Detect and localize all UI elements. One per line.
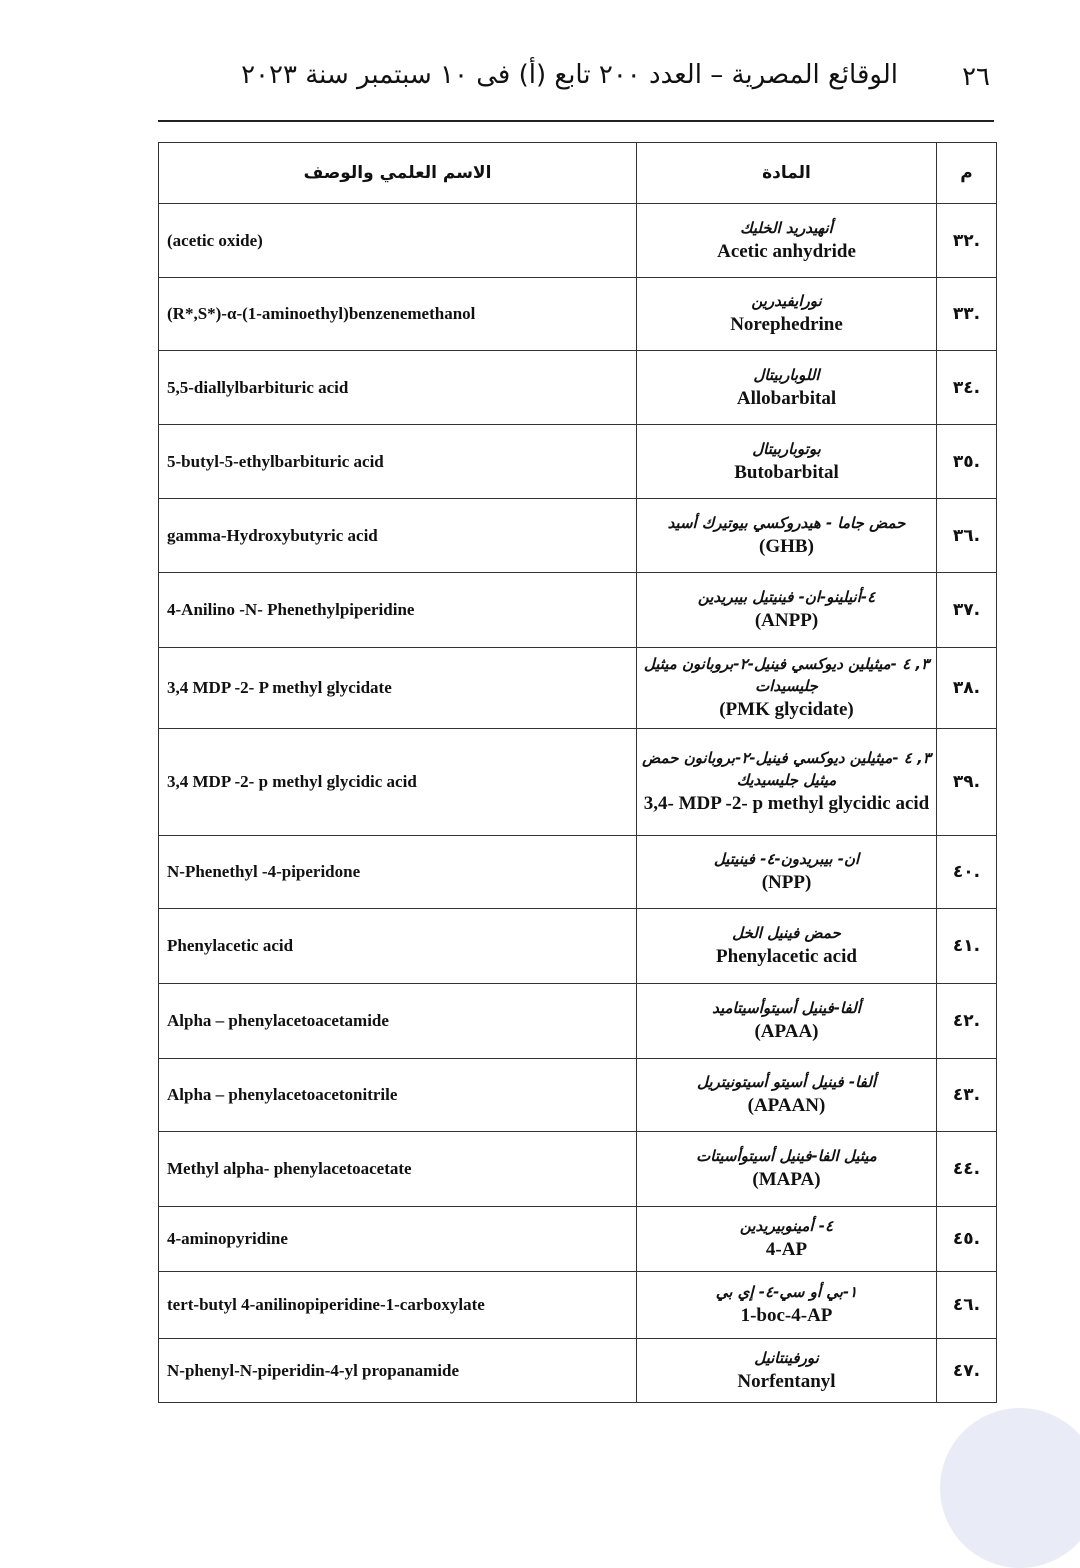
table-row <box>159 278 997 351</box>
substance-cell <box>637 1207 937 1272</box>
row-index: .٤١ <box>937 909 997 984</box>
substance-arabic-name: بوتوباربيتال <box>752 439 821 458</box>
substance-english-name: (GHB) <box>759 535 814 557</box>
substance-cell <box>637 425 937 499</box>
row-index: .٣٥ <box>937 425 997 499</box>
scientific-name-cell: N-phenyl-N-piperidin-4-yl propanamide <box>159 1339 637 1403</box>
row-index: .٣٦ <box>937 499 997 573</box>
row-index: .٣٤ <box>937 351 997 425</box>
substance-english-name: 1-boc-4-AP <box>740 1305 833 1326</box>
row-index: .٣٧ <box>937 573 997 648</box>
substance-cell <box>637 204 937 278</box>
substance-cell <box>637 1132 937 1207</box>
substance-cell <box>637 984 937 1059</box>
header-substance: المادة <box>637 143 937 204</box>
scientific-name-cell: (R*,S*)-α-(1-aminoethyl)benzenemethanol <box>159 278 637 351</box>
table-header-row <box>159 143 997 204</box>
row-index: .٣٣ <box>937 278 997 351</box>
substance-arabic-name: نورفينتانيل <box>754 1348 819 1367</box>
table-row <box>159 1059 997 1132</box>
table-row <box>159 1207 997 1272</box>
row-index: .٤٧ <box>937 1339 997 1403</box>
substance-arabic-name: ميثيل الفا-فينيل أسيتوأسيتات <box>696 1147 877 1165</box>
scientific-name-cell: N-Phenethyl -4-piperidone <box>159 836 637 909</box>
substance-cell <box>637 1272 937 1339</box>
table-body <box>159 204 997 1403</box>
table-row <box>159 729 997 836</box>
table-row <box>159 204 997 278</box>
table-row <box>159 909 997 984</box>
substance-english-name: Phenylacetic acid <box>716 946 857 967</box>
substances-table <box>158 142 997 1403</box>
scientific-name-cell: 4-aminopyridine <box>159 1207 637 1272</box>
substance-english-name: 3,4- MDP -2- p methyl glycidic acid <box>643 793 930 814</box>
row-index: .٣٨ <box>937 648 997 729</box>
table-row <box>159 499 997 573</box>
substance-arabic-name: أنهيدريد الخليك <box>740 218 833 237</box>
substance-english-name: Norfentanyl <box>737 1370 836 1392</box>
row-index: .٤٥ <box>937 1207 997 1272</box>
scientific-name-cell: 3,4 MDP -2- P methyl glycidate <box>159 648 637 729</box>
header-index: م <box>937 143 997 204</box>
substance-arabic-name: ٤-أنيلينو-ان- فينيتيل بيبريدين <box>697 588 876 606</box>
substance-cell <box>637 573 937 648</box>
scientific-name-cell: 5-butyl-5-ethylbarbituric acid <box>159 425 637 499</box>
substance-english-name: Allobarbital <box>736 387 837 409</box>
substance-english-name: (ANPP) <box>754 610 819 631</box>
scientific-name-cell: Alpha – phenylacetoacetonitrile <box>159 1059 637 1132</box>
corner-decoration <box>940 1408 1080 1568</box>
scientific-name-cell: (acetic oxide) <box>159 204 637 278</box>
substance-arabic-name: ٣, ٤ -ميثيلين ديوكسي فينيل-٢-بروبانون ميثيل جليسيدات <box>643 655 930 695</box>
substance-arabic-name: ٣, ٤ -ميثيلين ديوكسي فينيل-٢-بروبانون حمض ميثيل جليسيديك <box>642 749 931 789</box>
table-row <box>159 984 997 1059</box>
scientific-name-cell: tert-butyl 4-anilinopiperidine-1-carboxylate <box>159 1272 637 1339</box>
scientific-name-cell: gamma-Hydroxybutyric acid <box>159 499 637 573</box>
substance-cell <box>637 729 937 836</box>
substance-cell <box>637 1339 937 1403</box>
substance-english-name: (APAA) <box>754 1021 819 1042</box>
substance-arabic-name: اللوباربيتال <box>753 365 820 384</box>
gazette-title: الوقائع المصرية – العدد ٢٠٠ تابع (أ) فى ١٠ سبتمبر سنة ٢٠٢٣ <box>241 60 898 90</box>
substance-arabic-name: حمض جاما - هيدروكسي بيوتيرك أسيد <box>667 513 906 532</box>
header-scientific-name: الاسم العلمي والوصف <box>159 143 637 204</box>
substance-arabic-name: ان- بيبريدون-٤- فينيتيل <box>713 850 860 868</box>
row-index: .٣٩ <box>937 729 997 836</box>
substance-arabic-name: ألفا-فينيل أسيتوأسيتاميد <box>712 999 861 1017</box>
substance-cell <box>637 1059 937 1132</box>
page-header <box>158 52 994 110</box>
scientific-name-cell: Phenylacetic acid <box>159 909 637 984</box>
table-row <box>159 1132 997 1207</box>
substance-arabic-name: حمض فينيل الخل <box>732 924 841 942</box>
scientific-name-cell: 4-Anilino -N- Phenethylpiperidine <box>159 573 637 648</box>
substance-english-name: Acetic anhydride <box>717 240 856 262</box>
row-index: .٤٤ <box>937 1132 997 1207</box>
scientific-name-cell: Alpha – phenylacetoacetamide <box>159 984 637 1059</box>
row-index: .٣٢ <box>937 204 997 278</box>
row-index: .٤٣ <box>937 1059 997 1132</box>
substance-english-name: Butobarbital <box>734 461 839 483</box>
substance-cell <box>637 499 937 573</box>
table-row <box>159 1339 997 1403</box>
substance-arabic-name: ٤- أمينوبيريدين <box>739 1217 834 1235</box>
row-index: .٤٠ <box>937 836 997 909</box>
substance-cell <box>637 909 937 984</box>
substance-cell <box>637 836 937 909</box>
substance-arabic-name: ١-بي أو سي-٤- إي بي <box>715 1283 858 1301</box>
row-index: .٤٢ <box>937 984 997 1059</box>
table-row <box>159 836 997 909</box>
substance-cell <box>637 351 937 425</box>
substance-english-name: Norephedrine <box>730 314 843 335</box>
scientific-name-cell: 5,5-diallylbarbituric acid <box>159 351 637 425</box>
scientific-name-cell: Methyl alpha- phenylacetoacetate <box>159 1132 637 1207</box>
table-row <box>159 351 997 425</box>
header-divider <box>158 120 994 122</box>
substance-arabic-name: نورايفيدرين <box>751 292 822 310</box>
substance-english-name: 4-AP <box>765 1239 808 1260</box>
scientific-name-cell: 3,4 MDP -2- p methyl glycidic acid <box>159 729 637 836</box>
table-row <box>159 648 997 729</box>
page-number: ٢٦ <box>962 62 990 92</box>
substance-cell <box>637 648 937 729</box>
substance-arabic-name: ألفا- فينيل أسيتو أسيتونيتريل <box>696 1073 876 1091</box>
table-row <box>159 573 997 648</box>
substance-cell <box>637 278 937 351</box>
substance-english-name: (MAPA) <box>752 1169 821 1190</box>
table-row <box>159 425 997 499</box>
table-row <box>159 1272 997 1339</box>
row-index: .٤٦ <box>937 1272 997 1339</box>
substance-english-name: (NPP) <box>761 872 812 893</box>
substance-english-name: (APAAN) <box>747 1095 826 1116</box>
substance-english-name: (PMK glycidate) <box>719 699 854 720</box>
